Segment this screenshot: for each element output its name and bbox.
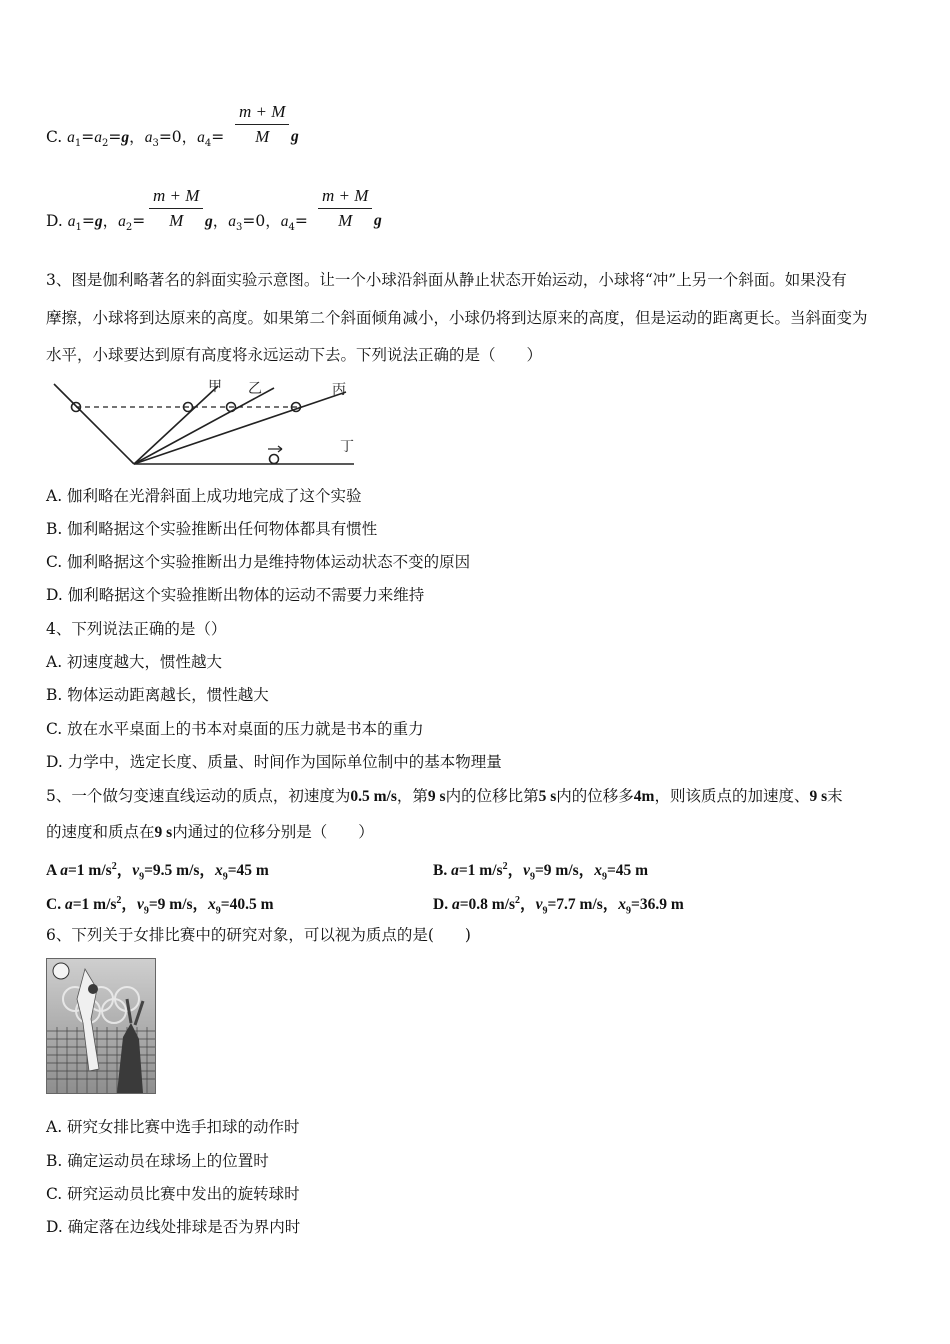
q3-stem-line2: 摩擦，小球将到达原来的高度。如果第二个斜面倾角减小，小球仍将到达原来的高度，但是运动的距离更长。当斜面变为 <box>46 309 868 327</box>
q2d-g: g <box>374 212 382 229</box>
fraction-numerator: m + M <box>149 184 203 209</box>
fraction-denominator: M <box>338 211 353 230</box>
option-letter: C. <box>46 128 68 146</box>
q3-option-a: A. 伽利略在光滑斜面上成功地完成了这个实验 <box>46 487 362 505</box>
q4-option-c: C. 放在水平桌面上的书本对桌面的压力就是书本的重力 <box>46 720 424 738</box>
q5-option-c: C. a=1 $m/s^2$，$v_9=9$ m/s，$x_9=40.5$ m <box>46 895 274 917</box>
q2c-fraction <box>235 100 289 149</box>
q4-option-b: B. 物体运动距离越长，惯性越大 <box>46 686 269 704</box>
q6-option-b: B. 确定运动员在球场上的位置时 <box>46 1152 269 1170</box>
fraction-numerator: m + M <box>235 100 289 125</box>
q6-option-d: D. 确定落在边线处排球是否为界内时 <box>46 1218 301 1236</box>
label-jia: 甲 <box>208 379 222 395</box>
q4-option-a: A. 初速度越大，惯性越大 <box>46 653 223 671</box>
q5-option-d: D. a=0.8 $m/s^2$，$v_9=7.7$ m/s，$x_9=36.9$ m <box>433 895 684 917</box>
q2-option-c: C. $a_1=a_2=g$，$a_3=0$，$a_4=$ <box>46 128 225 150</box>
q5-option-a: A a=1 $m/s^2$，$v_9=9.5$ m/s，$x_9=45$ m <box>46 861 269 883</box>
q5-stem-line1: 5、一个做匀变速直线运动的质点，初速度为0.5 m/s，第9 s内的位移比第5 s内的位移多4m，则该质点的加速度、9 s末 <box>46 787 843 805</box>
q6-stem: 6、下列关于女排比赛中的研究对象，可以视为质点的是( ) <box>46 926 471 944</box>
q5-option-b: B. a=1 $m/s^2$，$v_9=9$ m/s，$x_9=45$ m <box>433 861 649 883</box>
q6-option-c: C. 研究运动员比赛中发出的旋转球时 <box>46 1185 300 1203</box>
fraction-numerator: m + M <box>318 184 372 209</box>
q3-option-c: C. 伽利略据这个实验推断出力是维持物体运动状态不变的原因 <box>46 553 471 571</box>
fraction-denominator: M <box>169 211 184 230</box>
option-letter: D. <box>46 212 68 230</box>
label-yi: 乙 <box>248 381 262 397</box>
q3-option-d: D. 伽利略据这个实验推断出物体的运动不需要力来维持 <box>46 586 425 604</box>
label-ding: 丁 <box>340 439 354 455</box>
fraction-denominator: M <box>255 127 270 146</box>
q4-stem: 4、下列说法正确的是（） <box>46 620 227 638</box>
q2d-fraction-a4 <box>318 184 372 233</box>
q2-option-d: D. $a_1=g$，$a_2=$ <box>46 212 146 234</box>
q4-option-d: D. 力学中，选定长度、质量、时间作为国际单位制中的基本物理量 <box>46 753 502 771</box>
q2d-fraction-a2 <box>149 184 203 233</box>
q3-option-b: B. 伽利略据这个实验推断出任何物体都具有惯性 <box>46 520 378 538</box>
volleyball-photo <box>46 958 156 1094</box>
q5-stem-line2: 的速度和质点在9 s内通过的位移分别是（ ） <box>46 823 374 841</box>
q3-stem-line3: 水平，小球要达到原有高度将永远运动下去。下列说法正确的是（ ） <box>46 346 543 364</box>
q3-stem-line1: 3、图是伽利略著名的斜面实验示意图。让一个小球沿斜面从静止状态开始运动，小球将“冲”上另一个斜面。如果没有 <box>46 271 847 289</box>
q2d-middle: g，$a_3=0$，$a_4=$ <box>205 212 308 234</box>
q6-option-a: A. 研究女排比赛中选手扣球的动作时 <box>46 1118 300 1136</box>
galileo-incline-diagram <box>46 376 366 472</box>
q2c-g: g <box>291 128 299 145</box>
label-bing: 丙 <box>332 382 346 398</box>
